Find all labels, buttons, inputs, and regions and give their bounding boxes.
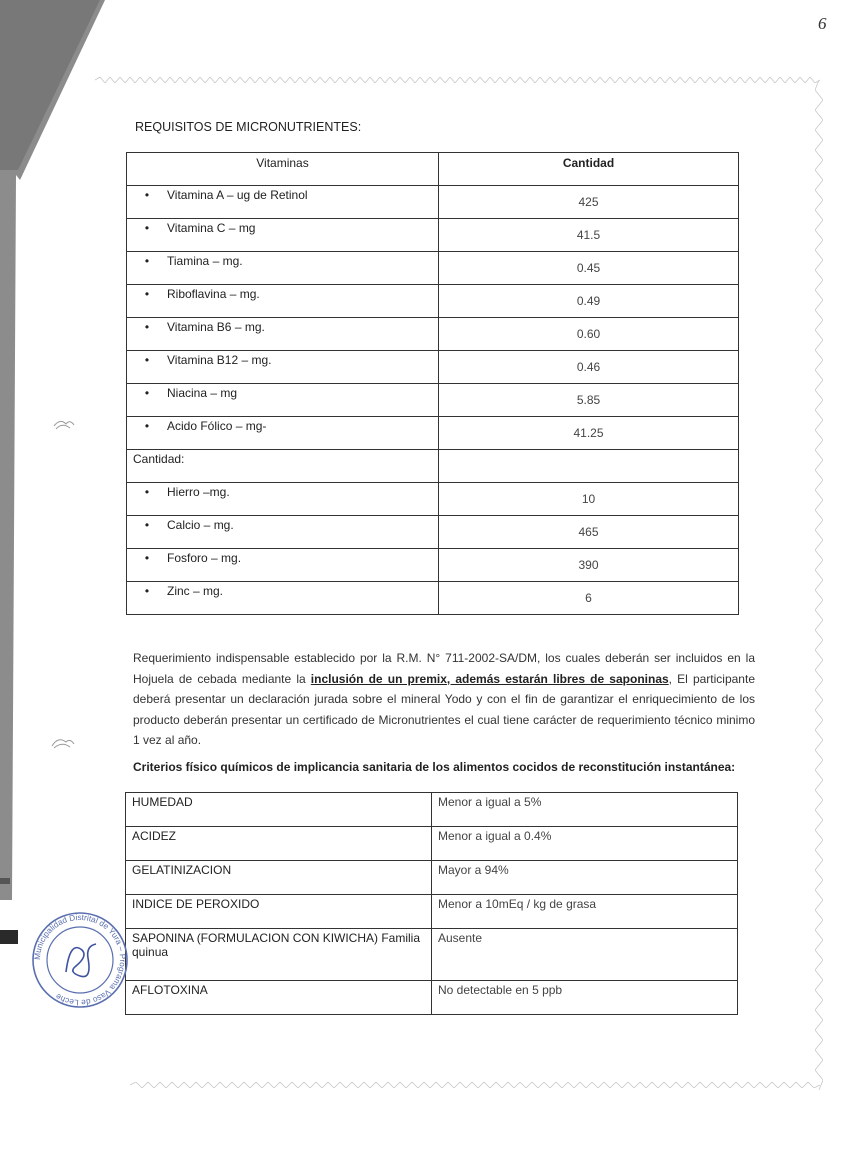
table-header-row (127, 153, 739, 186)
vitamin-value: 0.45 (439, 252, 739, 285)
vitamin-value: 425 (439, 186, 739, 219)
section-heading: REQUISITOS DE MICRONUTRIENTES: (135, 120, 362, 134)
scan-border-bottom (130, 1082, 820, 1088)
vitamin-name: Acido Fólico – mg- (167, 419, 267, 433)
vitamin-name: Niacina – mg (167, 386, 238, 400)
table-row (127, 219, 739, 252)
table-row (127, 417, 739, 450)
mineral-name: Fosforo – mg. (167, 551, 242, 565)
criteria-param: GELATINIZACION (126, 861, 432, 895)
paragraph-text: Requerimiento indispensable establecido por la R.M. N° 711-2002-SA/DM, los cuales deberán ser incluidos en la Hojuela de cebada mediante la (133, 651, 755, 686)
criteria-param: INDICE DE PEROXIDO (126, 895, 432, 929)
vitamin-value: 0.60 (439, 318, 739, 351)
ink-smudge (50, 734, 76, 750)
table-row (127, 384, 739, 417)
table-row (127, 483, 739, 516)
vitamin-value: 41.5 (439, 219, 739, 252)
vitamin-name: Riboflavina – mg. (167, 287, 260, 301)
mineral-name: Zinc – mg. (167, 584, 224, 598)
table-row (127, 582, 739, 615)
mineral-value: 390 (439, 549, 739, 582)
bullet-icon: • (144, 386, 150, 400)
micronutrients-table (126, 152, 739, 615)
table-row (126, 981, 738, 1015)
bullet-icon: • (144, 221, 150, 235)
table-row (127, 285, 739, 318)
ink-smudge (52, 416, 76, 432)
table-row (127, 549, 739, 582)
signature-mark (66, 944, 96, 977)
criteria-table (125, 792, 738, 1015)
table-row (127, 351, 739, 384)
criteria-value: Menor a igual a 5% (432, 793, 738, 827)
bullet-icon: • (144, 551, 150, 565)
scan-border-top (95, 77, 820, 83)
vitamin-name: Vitamina A – ug de Retinol (167, 188, 308, 202)
bullet-icon: • (144, 518, 150, 532)
criteria-value: Ausente (432, 929, 738, 981)
municipal-seal-stamp (30, 910, 130, 1010)
mineral-name: Hierro –mg. (167, 485, 230, 499)
mineral-value: 10 (439, 483, 739, 516)
table-row (126, 827, 738, 861)
bullet-icon: • (144, 584, 150, 598)
bullet-icon: • (144, 254, 150, 268)
vitamin-name: Vitamina B6 – mg. (167, 320, 265, 334)
bullet-icon: • (144, 419, 150, 433)
vitamin-name: Vitamina B12 – mg. (167, 353, 272, 367)
bullet-icon: • (144, 287, 150, 301)
column-header-cantidad: Cantidad (439, 153, 739, 186)
criteria-param: ACIDEZ (126, 827, 432, 861)
criteria-param: SAPONINA (FORMULACION CON KIWICHA) Familia quinua (126, 929, 432, 981)
bullet-icon: • (144, 320, 150, 334)
table-row (127, 186, 739, 219)
page-number: 6 (818, 14, 827, 33)
mineral-name: Calcio – mg. (167, 518, 234, 532)
minerals-label: Cantidad: (127, 450, 439, 483)
paragraph-text: , El participante deberá presentar un declaración jurada sobre el mineral Yodo y con el fin de garantizar el enriquecimiento de los producto deberán presentar un certificado de Micronutrientes el cual tiene carácter de requerimiento técnico minimo 1 vez al año. (133, 671, 755, 747)
criteria-value: Menor a 10mEq / kg de grasa (432, 895, 738, 929)
vitamin-name: Vitamina C – mg (167, 221, 256, 235)
bullet-icon: • (144, 485, 150, 499)
table-row (126, 929, 738, 981)
column-header-vitaminas: Vitaminas (127, 153, 439, 186)
vitamin-value: 5.85 (439, 384, 739, 417)
vitamin-value: 0.49 (439, 285, 739, 318)
empty-cell (439, 450, 739, 483)
vitamin-name: Tiamina – mg. (167, 254, 243, 268)
requirement-paragraph (133, 648, 755, 751)
criteria-heading: Criterios físico químicos de implicancia sanitaria de los alimentos cocidos de reconstitución instantánea: (133, 760, 736, 774)
seal-text: Municipalidad Distrital de Yura – Programa Vaso de Leche (32, 912, 128, 1008)
criteria-value: No detectable en 5 ppb (432, 981, 738, 1015)
criteria-value: Menor a igual a 0.4% (432, 827, 738, 861)
table-row (127, 252, 739, 285)
table-row (127, 516, 739, 549)
bullet-icon: • (144, 353, 150, 367)
table-row (127, 318, 739, 351)
bullet-icon: • (144, 188, 150, 202)
scan-border-right (815, 80, 823, 1090)
vitamin-value: 41.25 (439, 417, 739, 450)
mineral-value: 6 (439, 582, 739, 615)
criteria-param: AFLOTOXINA (126, 981, 432, 1015)
criteria-param: HUMEDAD (126, 793, 432, 827)
criteria-value: Mayor a 94% (432, 861, 738, 895)
mineral-value: 465 (439, 516, 739, 549)
vitamin-value: 0.46 (439, 351, 739, 384)
minerals-subheader-row (127, 450, 739, 483)
table-row (126, 895, 738, 929)
table-row (126, 793, 738, 827)
paragraph-underlined-text: inclusión de un premix, además estarán libres de saponinas (310, 671, 669, 686)
table-row (126, 861, 738, 895)
